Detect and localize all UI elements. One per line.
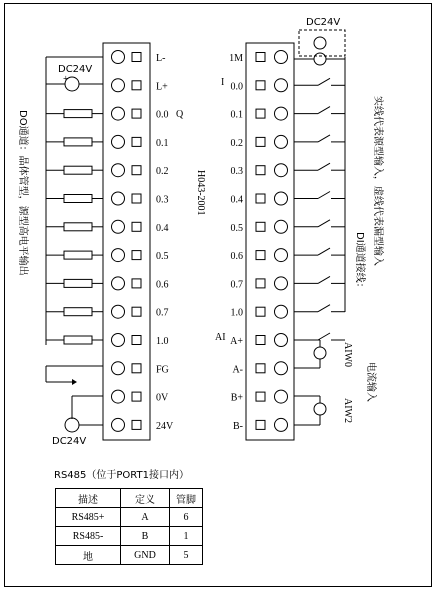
left-terminal-label: 24V xyxy=(156,420,174,432)
left-terminal-row xyxy=(112,107,169,121)
terminal-screw-icon xyxy=(275,79,288,92)
rs485-row xyxy=(56,546,203,565)
terminal-screw-icon xyxy=(275,362,288,375)
left-terminal-block xyxy=(103,43,150,440)
terminal-clamp-icon xyxy=(256,336,265,345)
right-terminal-label: 0.2 xyxy=(230,137,243,149)
right-terminal-label: A- xyxy=(232,364,243,376)
terminal-clamp-icon xyxy=(132,336,141,345)
aiw2-label: AIW2 xyxy=(342,398,353,423)
terminal-clamp-icon xyxy=(132,222,141,231)
left-terminal-label: L+ xyxy=(156,81,168,93)
right-terminal-row xyxy=(231,390,288,404)
right-terminal-label: 0.7 xyxy=(230,279,243,291)
rs485-cell: RS485+ xyxy=(56,508,121,527)
terminal-clamp-icon xyxy=(132,166,141,175)
dc24v-bottom-left: DC24V xyxy=(52,436,87,447)
terminal-screw-icon xyxy=(112,390,125,403)
right-terminal-row xyxy=(231,79,288,93)
terminal-screw-icon xyxy=(275,305,288,318)
model-label: H043-2001 xyxy=(195,170,206,216)
terminal-screw-icon xyxy=(275,135,288,148)
left-terminal-row xyxy=(112,164,169,178)
rs485-cell: GND xyxy=(121,546,170,565)
sink-dashed-box xyxy=(299,30,345,56)
terminal-clamp-icon xyxy=(132,364,141,373)
svg-text:+: + xyxy=(63,74,69,85)
terminal-clamp-icon xyxy=(132,53,141,62)
right-terminal-row xyxy=(231,305,288,319)
di-switch xyxy=(294,220,345,227)
rs485-cell: A xyxy=(121,508,170,527)
do-load-resistor xyxy=(46,308,103,316)
terminal-screw-icon xyxy=(112,192,125,205)
left-terminal-row xyxy=(112,418,175,432)
left-q-label: Q xyxy=(176,109,184,120)
right-terminal-row xyxy=(230,334,287,348)
dc24v-top-right: DC24V xyxy=(306,17,341,28)
rs485-row xyxy=(56,527,203,546)
do-load-resistor xyxy=(46,195,103,203)
rs485-cell: B xyxy=(121,527,170,546)
terminal-clamp-icon xyxy=(256,279,265,288)
terminal-clamp-icon xyxy=(132,307,141,316)
terminal-screw-icon xyxy=(112,79,125,92)
terminal-screw-icon xyxy=(275,277,288,290)
left-terminal-label: L- xyxy=(156,53,166,64)
right-terminal-row xyxy=(231,135,288,149)
right-terminal-label: A+ xyxy=(230,336,243,347)
terminal-clamp-icon xyxy=(256,166,265,175)
right-terminal-row xyxy=(229,51,287,65)
right-terminal-label: 0.6 xyxy=(230,251,243,263)
do-load-resistor xyxy=(46,110,103,118)
right-terminal-label: 1.0 xyxy=(230,307,243,319)
right-terminal-label: 0.0 xyxy=(230,81,243,93)
right-terminal-label: 0.1 xyxy=(230,109,243,121)
aiw0-source xyxy=(294,340,326,368)
left-terminal-label: 0.0 xyxy=(156,109,169,121)
terminal-screw-icon xyxy=(112,135,125,148)
terminal-screw-icon xyxy=(112,305,125,318)
current-input-label: 电流输入 xyxy=(365,362,376,402)
right-terminal-row xyxy=(231,220,288,234)
left-terminal-row xyxy=(112,305,169,319)
terminal-clamp-icon xyxy=(132,194,141,203)
di-switch xyxy=(294,248,345,255)
do-load-resistor xyxy=(46,336,103,344)
terminal-screw-icon xyxy=(275,51,288,64)
right-terminal-row xyxy=(231,107,288,121)
right-terminal-label: B- xyxy=(233,420,243,432)
right-terminal-row xyxy=(231,164,288,178)
rs485-header-cell: 定义 xyxy=(121,489,170,508)
terminal-screw-icon xyxy=(112,164,125,177)
terminal-clamp-icon xyxy=(256,307,265,316)
rs485-title: RS485（位于PORT1接口内） xyxy=(54,470,189,481)
di-switch xyxy=(294,305,345,312)
rs485-header-cell: 描述 xyxy=(56,489,121,508)
left-terminal-row xyxy=(112,334,169,348)
di-switch xyxy=(294,163,345,170)
terminal-screw-icon xyxy=(275,334,288,347)
left-terminal-label: 1.0 xyxy=(156,336,169,347)
aiw2-source xyxy=(294,396,326,425)
left-terminal-label: 0.3 xyxy=(156,194,169,206)
terminal-screw-icon xyxy=(275,164,288,177)
right-terminal-label: 0.4 xyxy=(230,194,243,206)
terminal-clamp-icon xyxy=(256,81,265,90)
terminal-clamp-icon xyxy=(256,364,265,373)
rs485-cell: 6 xyxy=(170,508,203,527)
fg-ground-symbol xyxy=(46,366,103,385)
terminal-clamp-icon xyxy=(256,194,265,203)
right-terminal-row xyxy=(232,362,287,376)
left-terminal-label: 0.5 xyxy=(156,251,169,263)
right-i-label: I xyxy=(221,77,225,88)
terminal-screw-icon xyxy=(275,390,288,403)
left-terminal-row xyxy=(112,135,169,149)
rs485-cell: 5 xyxy=(170,546,203,565)
terminal-screw-icon xyxy=(275,418,288,431)
left-terminal-row xyxy=(112,192,169,206)
terminal-screw-icon xyxy=(112,418,125,431)
terminal-screw-icon xyxy=(112,277,125,290)
right-terminal-label: 1M xyxy=(229,53,243,64)
terminal-screw-icon xyxy=(275,249,288,262)
rs485-table xyxy=(55,488,203,565)
left-terminal-label: 0.6 xyxy=(156,279,169,291)
rs485-header-row xyxy=(56,489,203,508)
terminal-screw-icon xyxy=(112,51,125,64)
do-load-resistor xyxy=(46,166,103,174)
terminal-screw-icon xyxy=(112,362,125,375)
do-load-resistor xyxy=(46,251,103,259)
dc-source-bottom-left xyxy=(65,396,103,432)
terminal-screw-icon xyxy=(112,107,125,120)
terminal-clamp-icon xyxy=(256,222,265,231)
right-terminal-block xyxy=(246,43,294,440)
left-terminal-label: 0.1 xyxy=(156,137,169,149)
terminal-screw-icon xyxy=(275,107,288,120)
right-terminal-label: 0.5 xyxy=(230,222,243,234)
aiw0-label: AIW0 xyxy=(342,342,353,367)
terminal-clamp-icon xyxy=(132,109,141,118)
left-terminal-label: FG xyxy=(156,364,169,376)
terminal-screw-icon xyxy=(275,220,288,233)
do-load-resistor xyxy=(46,138,103,146)
rs485-cell: 地 xyxy=(56,546,121,565)
left-terminal-label: 0.7 xyxy=(156,307,169,319)
right-terminal-row xyxy=(231,192,288,206)
di-switch xyxy=(294,192,345,199)
terminal-clamp-icon xyxy=(256,392,265,401)
terminal-clamp-icon xyxy=(256,109,265,118)
do-channel-description: DO通道：晶体管型，源型高电平输出 xyxy=(17,110,28,276)
terminal-screw-icon xyxy=(112,334,125,347)
left-terminal-label: 0.4 xyxy=(156,222,169,234)
terminal-clamp-icon xyxy=(256,251,265,260)
left-terminal-row xyxy=(112,51,166,65)
terminal-clamp-icon xyxy=(132,137,141,146)
terminal-clamp-icon xyxy=(256,137,265,146)
rs485-row xyxy=(56,508,203,527)
terminal-clamp-icon xyxy=(132,251,141,260)
terminal-clamp-icon xyxy=(256,420,265,429)
left-terminal-row xyxy=(112,390,170,404)
terminal-clamp-icon xyxy=(132,420,141,429)
right-terminal-row xyxy=(231,277,288,291)
do-load-resistor xyxy=(46,223,103,231)
left-terminal-row xyxy=(112,220,169,234)
rs485-cell: RS485- xyxy=(56,527,121,546)
left-terminal-row xyxy=(112,277,169,291)
di-switch xyxy=(294,276,345,283)
left-terminal-row xyxy=(112,79,169,93)
left-terminal-row xyxy=(112,249,169,263)
right-terminal-label: B+ xyxy=(230,392,243,404)
left-terminal-row xyxy=(112,362,169,376)
left-terminal-label: 0.2 xyxy=(156,166,169,178)
dc24v-top-left: DC24V xyxy=(58,64,93,75)
di-switch xyxy=(294,78,345,85)
right-terminal-label: 0.3 xyxy=(230,166,243,178)
left-terminal-label: 0V xyxy=(156,392,169,404)
di-switch xyxy=(294,333,345,340)
di-description-2: 实线代表源型输入，虚线代表漏型输入 xyxy=(372,96,383,266)
right-terminal-row xyxy=(231,249,288,263)
terminal-clamp-icon xyxy=(132,81,141,90)
terminal-screw-icon xyxy=(112,220,125,233)
terminal-screw-icon xyxy=(275,192,288,205)
terminal-clamp-icon xyxy=(256,53,265,62)
di-switch xyxy=(294,107,345,114)
di-description-1: DI通道接线： xyxy=(354,232,365,293)
right-terminal-row xyxy=(233,418,288,432)
rs485-cell: 1 xyxy=(170,527,203,546)
terminal-clamp-icon xyxy=(132,392,141,401)
right-ai-label: AI xyxy=(215,332,226,343)
dc-source-top-left xyxy=(46,74,103,91)
dc-source-top-right xyxy=(294,37,345,65)
terminal-screw-icon xyxy=(112,249,125,262)
do-load-resistor xyxy=(46,279,103,287)
terminal-clamp-icon xyxy=(132,279,141,288)
rs485-header-cell: 管脚 xyxy=(170,489,203,508)
di-switch xyxy=(294,135,345,142)
